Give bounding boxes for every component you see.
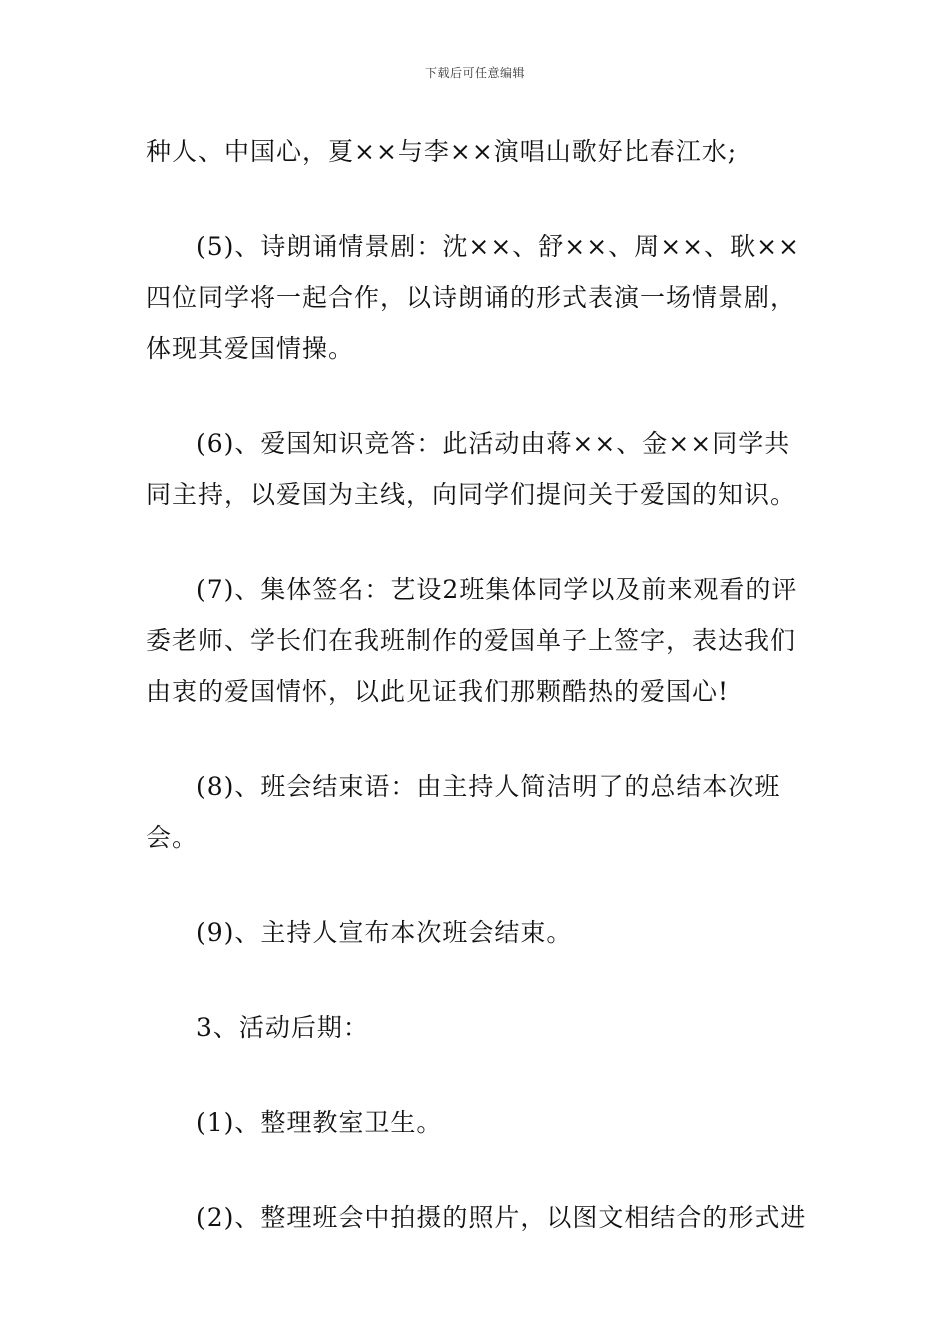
section-heading-post-activity: 3、活动后期：: [196, 1013, 369, 1042]
paragraph-item-8: (8)、班会结束语：由主持人简洁明了的总结本次班会。: [146, 772, 781, 852]
paragraph-item-6: (6)、爱国知识竞答：此活动由蒋××、金××同学共同主持，以爱国为主线，向同学们提问关于爱国的知识。: [146, 429, 797, 509]
paragraph-post-item-1: (1)、整理教室卫生。: [196, 1108, 443, 1137]
paragraph-continuation: 种人、中国心，夏××与李××演唱山歌好比春江水;: [146, 137, 738, 166]
document-body: [146, 126, 816, 1243]
paragraph-post-item-2: (2)、整理班会中拍摄的照片，以图文相结合的形式进: [196, 1203, 807, 1232]
page-header: 下载后可任意编辑: [424, 66, 525, 80]
paragraph-item-9: (9)、主持人宣布本次班会结束。: [196, 918, 573, 947]
paragraph-item-7: (7)、集体签名：艺设2班集体同学以及前来观看的评委老师、学长们在我班制作的爱国单子上签字，表达我们由衷的爱国情怀，以此见证我们那颗酷热的爱国心!: [146, 575, 798, 706]
paragraph-item-5: (5)、诗朗诵情景剧：沈××、舒××、周××、耿××四位同学将一起合作，以诗朗诵的形式表演一场情景剧，体现其爱国情操。: [146, 232, 800, 363]
